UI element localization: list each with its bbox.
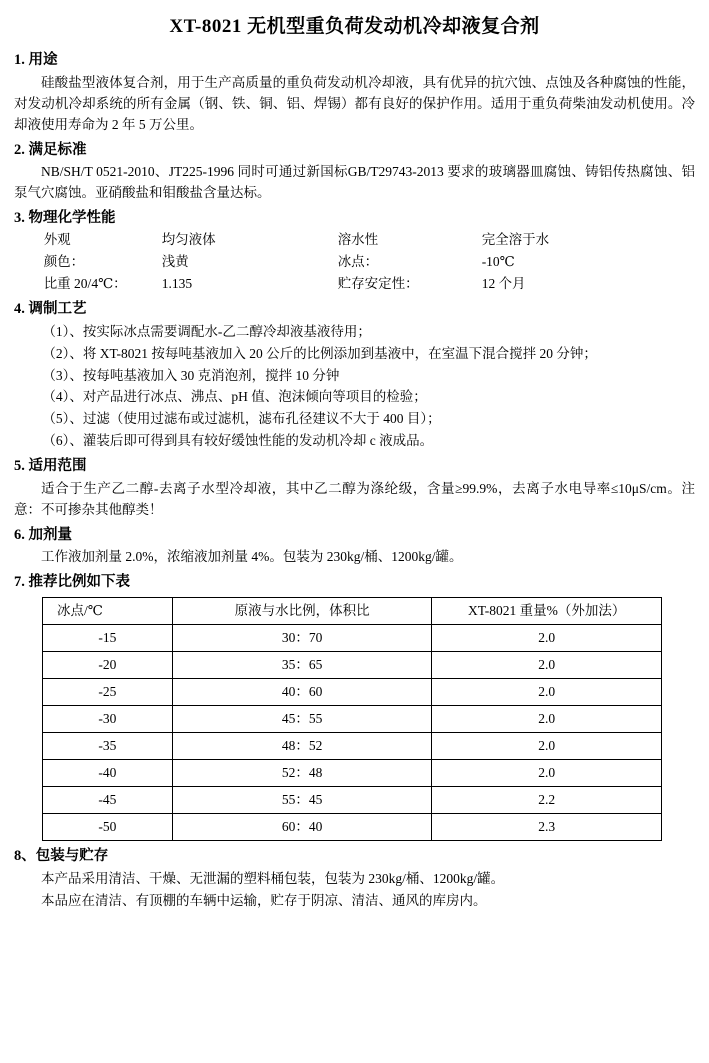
- property-value: 12 个月: [481, 276, 526, 292]
- page-title: XT-8021 无机型重负荷发动机冷却液复合剂: [169, 16, 540, 37]
- section-heading-dosage: 6. 加剂量: [14, 526, 72, 543]
- cell-weight-percent: 2.0: [432, 706, 662, 733]
- property-label: 冰点：: [337, 254, 379, 270]
- cell-weight-percent: 2.0: [432, 652, 662, 679]
- cell-ratio: 52：48: [172, 760, 432, 787]
- cell-ratio: 40：60: [172, 679, 432, 706]
- properties-list: [14, 230, 695, 295]
- cell-ratio: 55：45: [172, 787, 432, 814]
- property-row: [44, 230, 695, 251]
- cell-weight-percent: 2.0: [432, 679, 662, 706]
- cell-ratio: 30：70: [172, 625, 432, 652]
- section-heading-process: 4. 调制工艺: [14, 301, 87, 318]
- column-header-freezing-point: 冰点/℃: [43, 598, 173, 625]
- property-value: 1.135: [161, 276, 193, 292]
- cell-ratio: 35：65: [172, 652, 432, 679]
- property-row: [44, 252, 695, 273]
- section-heading-packaging: 8、包装与贮存: [14, 848, 109, 865]
- section-heading-properties: 3. 物理化学性能: [14, 209, 116, 226]
- section-paragraph-usage: 硅酸盐型液体复合剂，用于生产高质量的重负荷发动机冷却液，具有优异的抗穴蚀、点蚀及各种腐蚀的性能，对发动机冷却系统的所有金属（钢、铁、铜、铝、焊锡）都有良好的保护作用。适用于重负荷柴油发动机使用。冷却液使用寿命为 2 年 5 万公里。: [14, 74, 695, 132]
- cell-ratio: 60：40: [172, 814, 432, 841]
- property-label: 颜色：: [43, 254, 85, 270]
- process-step: （5）、过滤（使用过滤布或过滤机，滤布孔径建议不大于 400 目）；: [42, 411, 441, 427]
- table-header-row: [43, 598, 662, 625]
- property-label: 贮存安定性：: [337, 276, 419, 292]
- cell-weight-percent: 2.0: [432, 625, 662, 652]
- process-step: （3）、按每吨基液加入 30 克消泡剂，搅拌 10 分钟: [42, 367, 340, 383]
- section-paragraph-standards: NB/SH/T 0521-2010、JT225-1996 同时可通过新国标GB/T29743-2013 要求的玻璃器皿腐蚀、铸铝传热腐蚀、铝泵气穴腐蚀。亚硝酸盐和钼酸盐含量达标。: [14, 164, 695, 201]
- cell-weight-percent: 2.0: [432, 760, 662, 787]
- property-value: 均匀液体: [161, 232, 216, 248]
- cell-weight-percent: 2.3: [432, 814, 662, 841]
- cell-ratio: 45：55: [172, 706, 432, 733]
- section-heading-usage: 1. 用途: [14, 52, 58, 69]
- section-heading-ratio-table: 7. 推荐比例如下表: [14, 573, 130, 590]
- cell-freezing-point: -45: [43, 787, 173, 814]
- section-paragraph-packaging-1: 本产品采用清洁、干燥、无泄漏的塑料桶包装，包装为 230kg/桶、1200kg/罐。: [41, 870, 505, 886]
- cell-freezing-point: -25: [43, 679, 173, 706]
- table-row: [43, 652, 662, 679]
- cell-freezing-point: -35: [43, 733, 173, 760]
- cell-weight-percent: 2.0: [432, 733, 662, 760]
- ratio-table: [42, 597, 662, 841]
- table-row: [43, 679, 662, 706]
- property-label: 溶水性: [337, 232, 379, 248]
- cell-freezing-point: -15: [43, 625, 173, 652]
- table-row: [43, 814, 662, 841]
- section-heading-scope: 5. 适用范围: [14, 458, 87, 475]
- process-step: （6）、灌装后即可得到具有较好缓蚀性能的发动机冷却 c 液成品。: [42, 433, 434, 449]
- column-header-ratio: 原液与水比例，体积比: [172, 598, 432, 625]
- table-row: [43, 787, 662, 814]
- property-label: 比重 20/4℃：: [43, 276, 127, 292]
- cell-freezing-point: -50: [43, 814, 173, 841]
- cell-freezing-point: -30: [43, 706, 173, 733]
- cell-weight-percent: 2.2: [432, 787, 662, 814]
- process-step: （4）、对产品进行冰点、沸点、pH 值、泡沫倾向等项目的检验；: [42, 389, 427, 405]
- cell-ratio: 48：52: [172, 733, 432, 760]
- column-header-weight-percent: XT-8021 重量%（外加法）: [432, 598, 662, 625]
- property-value: 完全溶于水: [481, 232, 550, 248]
- section-paragraph-scope: 适合于生产乙二醇-去离子水型冷却液，其中乙二醇为涤纶级，含量≥99.9%，去离子水电导率≤10μS/cm。注意：不可掺杂其他醇类！: [14, 480, 695, 517]
- section-paragraph-packaging-2: 本品应在清洁、有顶棚的车辆中运输，贮存于阴凉、清洁、通风的库房内。: [41, 892, 487, 908]
- property-label: 外观: [43, 232, 71, 248]
- cell-freezing-point: -20: [43, 652, 173, 679]
- table-row: [43, 760, 662, 787]
- section-heading-standards: 2. 满足标准: [14, 141, 87, 158]
- property-value: 浅黄: [161, 254, 189, 270]
- section-paragraph-dosage: 工作液加剂量 2.0%，浓缩液加剂量 4%。包装为 230kg/桶、1200kg/罐。: [41, 549, 463, 564]
- property-value: -10℃: [481, 254, 515, 270]
- process-step: （2）、将 XT-8021 按每吨基液加入 20 公斤的比例添加到基液中，在室温下混合搅拌 20 分钟；: [42, 345, 597, 361]
- table-row: [43, 733, 662, 760]
- table-row: [43, 625, 662, 652]
- table-row: [43, 706, 662, 733]
- process-step: （1）、按实际冰点需要调配水-乙二醇冷却液基液待用；: [42, 323, 371, 339]
- cell-freezing-point: -40: [43, 760, 173, 787]
- property-row: [44, 274, 695, 295]
